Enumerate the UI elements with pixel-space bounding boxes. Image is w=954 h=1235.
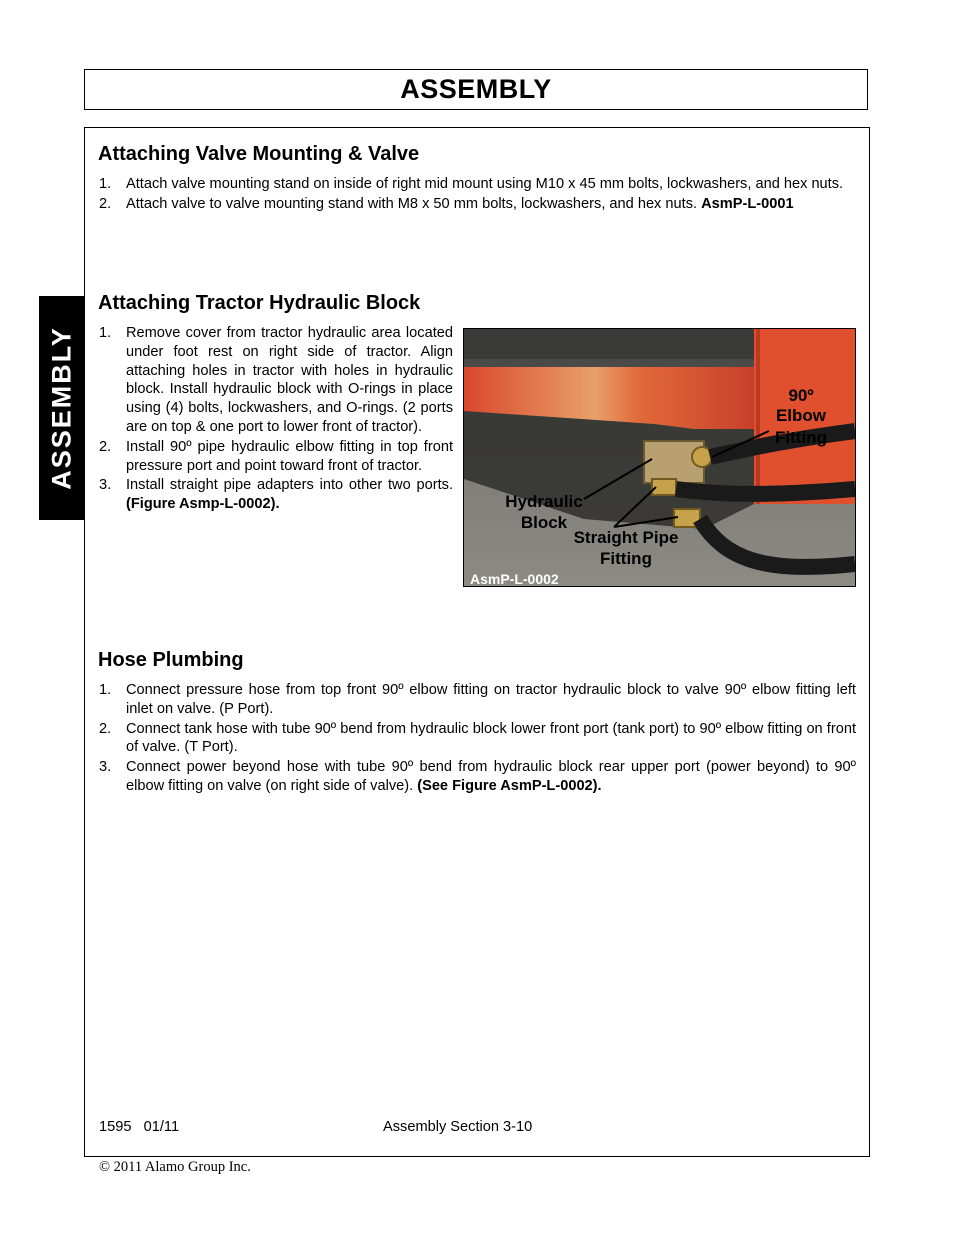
footer-model-date: 1595 01/11 (99, 1119, 180, 1135)
valve-mounting-steps (99, 175, 856, 215)
step-text: Remove cover from tractor hydraulic area located under foot rest on right side of tractor. Align attaching holes in tractor with holes in hydraulic block. Install hydraulic block with O-rings in place using (4) bolts, lockwashers, and O-rings. (2 ports are on top & one port to lower front of tractor). (126, 325, 453, 435)
section-heading-hydraulic-block: Attaching Tractor Hydraulic Block (98, 292, 421, 314)
step-text: Install 90º pipe hydraulic elbow fitting in top front pressure port and point toward front of tractor. (126, 438, 453, 474)
step-number: 1. (99, 325, 112, 341)
list-item (99, 681, 856, 719)
list-item (99, 758, 856, 796)
callout-block-2: Block (520, 513, 568, 532)
page-title: ASSEMBLY (400, 74, 552, 104)
list-item (99, 175, 856, 194)
footer-section: Assembly Section 3-10 (383, 1119, 533, 1135)
list-item (99, 476, 453, 514)
step-number: 2. (99, 438, 112, 455)
callout-straight-1: Straight Pipe (573, 528, 679, 547)
hose-tank (676, 489, 855, 494)
step-number: 1. (99, 176, 112, 192)
hydraulic-block-photo (464, 329, 855, 586)
step-text: Attach valve mounting stand on inside of right mid mount using M10 x 45 mm bolts, lockwashers, and hex nuts. (126, 176, 844, 192)
callout-block-1: Hydraulic (505, 492, 583, 511)
hose-plumbing-steps (99, 681, 856, 797)
callout-elbow-2: Elbow (775, 406, 827, 425)
figure-reference: (Figure Asmp-L-0002). (126, 496, 280, 513)
step-number: 3. (99, 759, 112, 776)
step-text: Connect tank hose with tube 90º bend from hydraulic block lower front port (tank port) to 90º elbow fitting on front of valve. (T Port). (126, 720, 856, 756)
step-text: Install straight pipe adapters into other two ports. (126, 477, 453, 494)
figure-hydraulic-block-photo (463, 328, 856, 587)
callout-elbow-3: Fitting (775, 428, 827, 447)
side-tab (39, 296, 84, 520)
side-tab-label: ASSEMBLY (46, 326, 76, 490)
content-box (84, 127, 870, 1157)
figure-id-label: AsmP-L-0002 (470, 571, 559, 586)
figure-reference: (See Figure AsmP-L-0002). (417, 777, 602, 794)
step-number: 1. (99, 682, 112, 698)
step-text: Attach valve to valve mounting stand with M8 x 50 mm bolts, lockwashers, and hex nuts. (126, 195, 702, 212)
section-heading-hose-plumbing: Hose Plumbing (98, 649, 244, 671)
list-item (99, 195, 856, 214)
callout-elbow-1: 90º (788, 386, 814, 405)
step-number: 3. (99, 477, 112, 494)
step-number: 2. (99, 720, 112, 737)
step-text: Connect pressure hose from top front 90º elbow fitting on tractor hydraulic block to valve 90º elbow fitting left inlet on valve. (P Port). (126, 682, 856, 717)
header-box (84, 69, 868, 110)
hydraulic-block-steps (99, 324, 453, 515)
list-item (99, 324, 453, 437)
section-heading-valve-mounting: Attaching Valve Mounting & Valve (98, 143, 420, 165)
footer-copyright: © 2011 Alamo Group Inc. (99, 1159, 251, 1175)
list-item (99, 438, 453, 476)
callout-straight-2: Fitting (600, 549, 652, 568)
list-item (99, 720, 856, 758)
step-number: 2. (99, 195, 112, 212)
figure-reference: AsmP-L-0001 (701, 195, 794, 212)
step-text: Connect power beyond hose with tube 90º bend from hydraulic block rear upper port (power beyond) to 90º elbow fitting on valve (on right side of valve). (126, 759, 856, 794)
